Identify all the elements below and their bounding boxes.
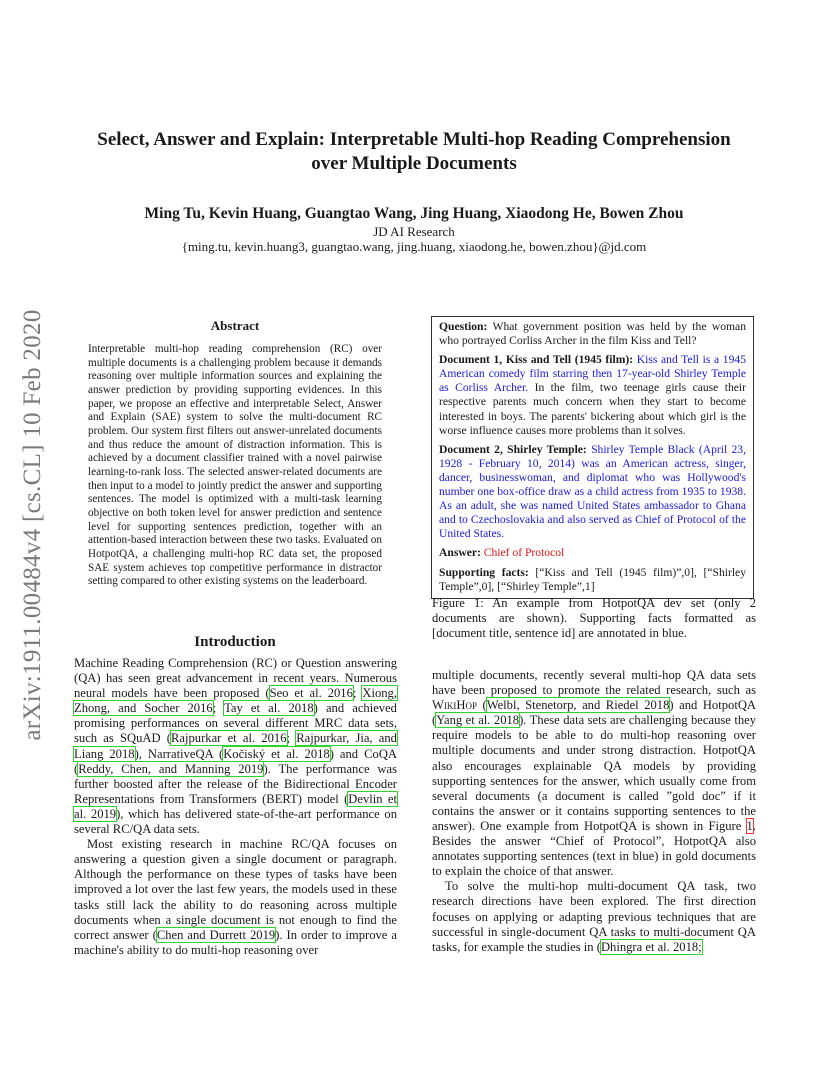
citation-link[interactable]: Welbl, Stenetorp, and Riedel 2018 [486, 698, 670, 713]
supporting-sentence: Kiss and Tell is a 1945 American comedy film starring then 17-year-old Shirley Temple as Corliss Archer. [439, 353, 746, 395]
intro-paragraph-1: Machine Reading Comprehension (RC) or Question answering (QA) has seen great advancement in recent years. Numerous neural models have been proposed (Seo et al. 2016; Xiong, Zhong, and Socher 2016; Tay et al. 2018) and achieved promising performances on several different MRC data sets, such as SQuAD (Rajpurkar et al. 2016; Rajpurkar, Jia, and Liang 2018), NarrativeQA (Kočiský et al. 2018) and CoQA (Reddy, Chen, and Manning 2019). The performance was further boosted after the release of the Bidirectional Encoder Representations from Transformers (BERT) model (Devlin et al. 2019), which has delivered state-of-the-art performance on several RC/QA data sets. [74, 656, 398, 837]
supporting-sentence: Shirley Temple Black (April 23, 1928 - February 10, 2014) was an American actress, singer, dancer, businesswoman, and diplomat who was Hollywood's number one box-office draw as a child actress from 1935 to 1938. As an adult, she was named United States ambassador to Ghana and to Czechoslovakia and also served as Chief of Protocol of the United States. [439, 442, 746, 541]
citation-link[interactable]: Yang et al. 2018 [436, 713, 520, 728]
answer-text: Chief of Protocol [483, 546, 565, 560]
figure-1-caption: Figure 1: An example from HotpotQA dev set (only 2 documents are shown). Supporting facts formatted as [document title, sentence id] are annotated in blue. [432, 596, 756, 641]
intro-left-column [74, 656, 397, 958]
title-line-2: over Multiple Documents [311, 153, 517, 174]
abstract-heading: Abstract [210, 318, 260, 333]
citation-link[interactable]: Rajpurkar et al. 2016 [171, 731, 287, 746]
citation-link[interactable]: Devlin et al. 2019 [74, 791, 398, 821]
intro-paragraph-2: Most existing research in machine RC/QA focuses on answering a question given a single document or paragraph. Although the performance on these types of tasks have been improved a lot over the last few years, the models used in these tasks still lack the ability to do reasoning across multiple documents when a single document is not enough to find the correct answer (Chen and Durrett 2019). In order to improve a machine's ability to do multi-hop reasoning over [74, 837, 397, 957]
abstract-body: Interpretable multi-hop reading comprehension (RC) over multiple documents is a challenging problem because it demands reasoning over multiple information sources and explaining the answer prediction by providing supporting evidences. In this paper, we propose an effective and interpretable Select, Answer and Explain (SAE) system to solve the multi-document RC problem. Our system first filters out answer-unrelated documents and thus reduce the amount of distraction information. This is achieved by a document classifier trained with a novel pairwise learning-to-rank loss. The selected answer-related documents are then input to a model to jointly predict the answer and supporting sentences. The model is optimized with a multi-task learning objective on both token level for answer prediction and sentence level for supporting sentences prediction, together with an attention-based interaction between these two tasks. Evaluated on HotpotQA, a challenging multi-hop RC data set, the proposed SAE system achieves top competitive performance in distractor setting compared to other existing systems on the leaderboard. [88, 343, 382, 588]
citation-link[interactable]: Chen and Durrett 2019 [156, 927, 276, 942]
citation-link[interactable]: Dhingra et al. 2018; [600, 939, 702, 954]
figure-document-2: Document 2, Shirley Temple: Shirley Temple Black (April 23, 1928 - February 10, 2014) was an American actress, singer, dancer, businesswoman, and diplomat who was Hollywood's number one box-office draw as a child actress from 1935 to 1938. As an adult, she was named United States ambassador to Ghana and to Czechoslovakia and also served as Chief of Protocol of the United States. [439, 442, 746, 541]
citation-link[interactable]: Kočiský et al. 2018 [223, 746, 330, 761]
wikihop-name: WikiHop [432, 698, 477, 713]
citation-link[interactable]: Rajpurkar, Jia, and Liang 2018 [74, 731, 397, 761]
figure-supporting-facts: Supporting facts: [“Kiss and Tell (1945 film)”,0], [“Shirley Temple”,0], [“Shirley Temple”,1] [439, 565, 746, 593]
citation-link[interactable]: Reddy, Chen, and Manning 2019 [78, 761, 264, 776]
intro-right-column [432, 668, 756, 955]
intro-paragraph-3: multiple documents, recently several multi-hop QA data sets have been proposed to promote the related research, such as WikiHop (Welbl, Stenetorp, and Riedel 2018) and HotpotQA (Yang et al. 2018). These data sets are challenging because they require models to be able to do multi-hop reasoning over multiple documents and under strong distraction. HotpotQA also encourages explainable QA models by providing supporting sentences for the answer, which usually come from several documents (a document is called ”gold doc” if it contains the answer or it contains supporting sentences to the answer). One example from HotpotQA is shown in Figure 1. Besides the answer “Chief of Protocol”, HotpotQA also annotates supporting sentences (text in blue) in gold documents to explain the choice of that answer. [432, 668, 757, 879]
arxiv-sidebar-stamp [18, 290, 48, 760]
figure-1-example-box [431, 316, 754, 599]
citation-link[interactable]: Tay et al. 2018 [224, 701, 314, 716]
intro-paragraph-4: To solve the multi-hop multi-document QA task, two research directions have been explored. The first direction focuses on applying or adapting previous techniques that are successful in single-document QA tasks to multi-document QA tasks, for example the studies in (Dhingra et al. 2018; [432, 879, 756, 954]
figure-reference-link[interactable]: 1 [746, 818, 753, 833]
citation-link[interactable]: Xiong, Zhong, and Socher 2016 [74, 686, 397, 716]
citation-link[interactable]: Seo et al. 2016 [269, 686, 353, 701]
affiliation: JD AI Research [373, 224, 455, 239]
figure-answer: Answer: Chief of Protocol [439, 546, 565, 560]
title-line-1: Select, Answer and Explain: Interpretable Multi-hop Reading Comprehension [97, 129, 731, 150]
author-emails: {ming.tu, kevin.huang3, guangtao.wang, jing.huang, xiaodong.he, bowen.zhou}@jd.com [181, 239, 647, 254]
paper-title [60, 128, 768, 176]
figure-question: Question: What government position was held by the woman who portrayed Corliss Archer in the film Kiss and Tell? [439, 320, 746, 348]
introduction-heading: Introduction [194, 634, 276, 650]
author-list: Ming Tu, Kevin Huang, Guangtao Wang, Jing Huang, Xiaodong He, Bowen Zhou [144, 205, 684, 222]
figure-document-1: Document 1, Kiss and Tell (1945 film): Kiss and Tell is a 1945 American comedy film starring then 17-year-old Shirley Temple as Corliss Archer. In the film, two teenage girls cause their respective parents much concern when they start to become interested in boys. The parents' bickering about which girl is the worse influence causes more problems than it solves. [439, 353, 746, 437]
arxiv-identifier: arXiv:1911.00484v4 [cs.CL] 10 Feb 2020 [19, 309, 46, 741]
